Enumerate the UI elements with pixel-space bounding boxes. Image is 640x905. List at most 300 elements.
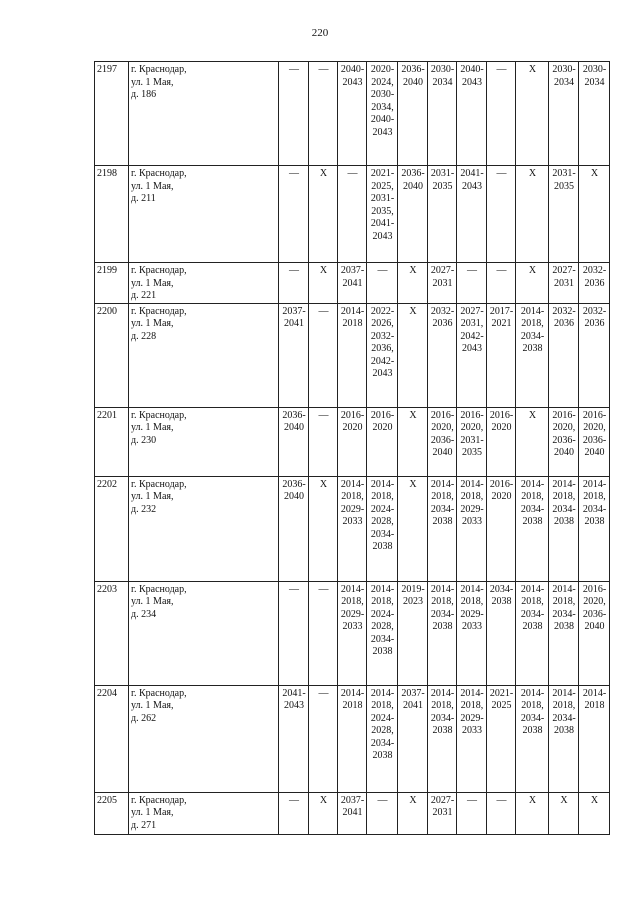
period-cell-11 — [579, 476, 610, 581]
period-line: 2040- — [340, 64, 365, 75]
period-cell-2 — [309, 166, 338, 263]
period-cell-11 — [579, 685, 610, 792]
period-line: 2041 — [284, 318, 304, 329]
period-line: 2025 — [491, 700, 512, 711]
period-line: 2043 — [372, 126, 393, 138]
period-cell-4 — [367, 792, 398, 834]
period-line: 2031- — [370, 193, 395, 204]
period-line: 2014- — [370, 687, 395, 699]
period-line: — — [318, 64, 329, 75]
period-cell-8 — [487, 263, 516, 304]
period-line: 2034- — [489, 583, 514, 595]
page-number: 220 — [311, 27, 329, 39]
period-line: 2014- — [370, 478, 395, 490]
period-line: — — [289, 583, 299, 595]
period-cell-5 — [398, 581, 428, 685]
address-line: г. Краснодар, — [131, 265, 187, 276]
period-cell-7 — [457, 62, 487, 166]
period-line: 2034- — [552, 608, 576, 620]
row-number: 2200 — [95, 303, 129, 407]
address-line: г. Краснодар, — [131, 168, 187, 179]
period-cell-7 — [457, 476, 487, 581]
period-line: 2036- — [401, 64, 425, 75]
period-cell-3 — [338, 407, 367, 476]
address-line: ул. 1 Мая, — [131, 277, 174, 289]
period-cell-3 — [338, 476, 367, 581]
period-line: 2016- — [489, 478, 514, 490]
period-line: — — [377, 794, 388, 806]
period-line: 2038 — [432, 621, 453, 632]
period-line: 2029- — [460, 712, 484, 724]
period-line: 2038 — [491, 596, 512, 607]
row-number: 2197 — [95, 62, 129, 166]
period-cell-9 — [516, 407, 549, 476]
period-line: 2021- — [370, 168, 395, 179]
period-line: 2018, — [341, 491, 364, 502]
table-row — [95, 581, 610, 685]
table-row — [95, 263, 610, 304]
period-line: 2035 — [432, 180, 453, 192]
period-line: 2031, — [460, 318, 484, 329]
address-line: ул. 1 Мая, — [131, 700, 174, 711]
row-number: 2204 — [95, 685, 129, 792]
address-line: г. Краснодар, — [131, 409, 187, 421]
period-cell-11 — [579, 407, 610, 476]
period-cell-2 — [309, 303, 338, 407]
period-cell-7 — [457, 407, 487, 476]
period-line: 2014- — [520, 687, 545, 699]
period-line: 2042- — [460, 330, 484, 342]
period-line: 2043 — [462, 343, 482, 354]
period-line: 2040 — [284, 422, 304, 433]
period-line: 2020 — [372, 422, 393, 433]
period-line: 2034- — [552, 503, 576, 515]
period-line: 2034- — [582, 503, 607, 515]
period-cell-5 — [398, 407, 428, 476]
period-line: X — [319, 794, 328, 806]
period-line: 2035 — [462, 447, 482, 458]
period-cell-5 — [398, 685, 428, 792]
period-line: 2036 — [554, 318, 574, 329]
period-line: 2034 — [554, 76, 574, 88]
period-cell-7 — [457, 792, 487, 834]
period-line: 2040- — [370, 114, 395, 125]
period-line: 2036- — [430, 434, 455, 446]
address-line: д. 232 — [131, 503, 157, 515]
period-line: 2038 — [372, 750, 393, 761]
address-cell — [129, 407, 279, 476]
period-cell-9 — [516, 685, 549, 792]
period-line: X — [319, 168, 328, 179]
address-line: г. Краснодар, — [131, 305, 187, 317]
period-line: 2034- — [520, 608, 545, 620]
period-line: 2031 — [554, 277, 574, 289]
period-line: — — [377, 265, 388, 276]
period-line: 2032- — [582, 305, 607, 317]
period-line: 2042- — [370, 355, 395, 367]
period-line: 2018, — [431, 596, 454, 607]
period-cell-4 — [367, 407, 398, 476]
period-line: 2016- — [370, 409, 395, 421]
period-line: 2031- — [430, 168, 455, 179]
period-line: 2033 — [342, 516, 363, 527]
table-row — [95, 792, 610, 834]
period-cell-4 — [367, 685, 398, 792]
period-cell-10 — [549, 407, 579, 476]
address-cell — [129, 263, 279, 304]
period-line: 2032- — [582, 265, 607, 276]
period-line: 2018, — [521, 596, 544, 607]
address-line: ул. 1 Мая, — [131, 422, 174, 433]
period-cell-5 — [398, 303, 428, 407]
period-line: 2036- — [282, 409, 306, 421]
period-line: 2018, — [552, 700, 576, 711]
period-line: 2016- — [340, 409, 365, 421]
period-cell-9 — [516, 263, 549, 304]
period-cell-9 — [516, 581, 549, 685]
period-cell-2 — [309, 476, 338, 581]
period-line: 2014- — [340, 478, 365, 490]
period-cell-11 — [579, 166, 610, 263]
period-line: 2014- — [340, 305, 365, 317]
period-line: 2041 — [342, 277, 363, 289]
period-line: 2029- — [460, 503, 484, 515]
period-line: 2036, — [371, 343, 394, 354]
period-line: 2037- — [340, 265, 365, 276]
period-line: — — [467, 794, 477, 806]
period-line: 2036 — [584, 277, 605, 289]
period-line: 2036- — [552, 434, 576, 446]
period-line: 2018, — [552, 491, 576, 502]
period-cell-1 — [279, 792, 309, 834]
period-line: 2037- — [401, 687, 425, 699]
period-line: 2034- — [552, 712, 576, 724]
period-line: 2031 — [432, 807, 453, 818]
period-cell-9 — [516, 792, 549, 834]
period-line: 2018, — [460, 596, 484, 607]
address-line: г. Краснодар, — [131, 583, 187, 595]
period-line: 2028, — [371, 621, 394, 632]
period-line: 2030- — [370, 89, 395, 100]
period-cell-8 — [487, 62, 516, 166]
period-line: 2035 — [554, 180, 574, 192]
period-cell-2 — [309, 407, 338, 476]
period-line: 2014- — [430, 583, 455, 595]
period-cell-2 — [309, 62, 338, 166]
period-line: 2043 — [372, 368, 393, 379]
period-line: 2018, — [521, 491, 544, 502]
period-cell-7 — [457, 166, 487, 263]
period-line: 2021 — [491, 318, 512, 329]
period-cell-2 — [309, 685, 338, 792]
period-line: 2027- — [552, 265, 576, 276]
address-line: ул. 1 Мая, — [131, 596, 174, 607]
period-line: 2033 — [462, 725, 482, 736]
period-line: 2035, — [371, 205, 394, 217]
period-line: 2041- — [370, 218, 395, 229]
period-line: 2029- — [340, 503, 365, 515]
period-line: 2040 — [554, 447, 574, 458]
period-line: X — [409, 305, 417, 317]
period-line: — — [318, 409, 329, 421]
period-line: 2038 — [522, 343, 543, 354]
row-number: 2205 — [95, 792, 129, 834]
period-line: 2022- — [370, 305, 395, 317]
period-line: 2040 — [403, 180, 423, 192]
row-number: 2199 — [95, 263, 129, 304]
period-cell-1 — [279, 303, 309, 407]
period-cell-10 — [549, 685, 579, 792]
period-line: 2034- — [430, 712, 455, 724]
period-line: 2018, — [341, 596, 364, 607]
address-line: ул. 1 Мая, — [131, 318, 174, 329]
address-line: д. 230 — [131, 434, 157, 446]
period-cell-2 — [309, 792, 338, 834]
address-line: ул. 1 Мая, — [131, 180, 174, 192]
period-line: 2032- — [552, 305, 576, 317]
address-line: г. Краснодар, — [131, 687, 187, 699]
period-cell-4 — [367, 303, 398, 407]
period-cell-3 — [338, 62, 367, 166]
address-line: д. 234 — [131, 608, 157, 620]
period-line: 2034- — [370, 737, 395, 749]
period-line: 2034, — [371, 101, 394, 113]
period-line: 2031- — [552, 168, 576, 179]
period-line: 2014- — [552, 687, 576, 699]
period-cell-9 — [516, 166, 549, 263]
period-line: — — [496, 794, 507, 806]
period-line: 2041- — [460, 168, 484, 179]
period-line: 2032- — [370, 330, 395, 342]
period-line: 2036 — [432, 318, 453, 329]
address-line: г. Краснодар, — [131, 478, 187, 490]
period-line: X — [528, 265, 537, 276]
period-cell-10 — [549, 792, 579, 834]
period-line: 2020 — [491, 491, 512, 502]
period-line: 2036- — [582, 434, 607, 446]
period-line: 2034- — [520, 503, 545, 515]
address-cell — [129, 62, 279, 166]
period-cell-1 — [279, 166, 309, 263]
period-line: 2014- — [430, 478, 455, 490]
period-line: 2034- — [430, 503, 455, 515]
period-line: 2019- — [401, 583, 425, 595]
period-line: 2030- — [582, 64, 607, 75]
address-line: д. 221 — [131, 290, 157, 301]
period-line: 2038 — [554, 516, 574, 527]
period-cell-2 — [309, 263, 338, 304]
period-cell-3 — [338, 303, 367, 407]
period-line: 2030- — [552, 64, 576, 75]
period-cell-10 — [549, 166, 579, 263]
period-cell-6 — [428, 407, 457, 476]
table-row — [95, 166, 610, 263]
period-line: 2027- — [460, 305, 484, 317]
period-line: 2020, — [552, 422, 576, 433]
address-cell — [129, 476, 279, 581]
period-line: 2016- — [489, 409, 514, 421]
period-line: 2038 — [432, 516, 453, 527]
period-line: 2024- — [370, 712, 395, 724]
period-line: 2040 — [403, 76, 423, 88]
period-line: 2018, — [460, 491, 484, 502]
period-cell-11 — [579, 581, 610, 685]
period-line: 2018, — [552, 596, 576, 607]
period-cell-4 — [367, 263, 398, 304]
address-cell — [129, 166, 279, 263]
address-line: д. 186 — [131, 89, 157, 100]
period-line: 2033 — [462, 516, 482, 527]
period-line: 2024- — [370, 608, 395, 620]
period-cell-10 — [549, 62, 579, 166]
address-line: д. 228 — [131, 330, 157, 342]
period-line: 2016- — [582, 409, 607, 421]
period-line: 2040 — [284, 491, 304, 502]
period-line: 2027- — [430, 265, 455, 276]
period-cell-11 — [579, 263, 610, 304]
period-cell-5 — [398, 476, 428, 581]
period-cell-6 — [428, 581, 457, 685]
period-line: 2037- — [340, 794, 365, 806]
period-cell-10 — [549, 476, 579, 581]
period-cell-6 — [428, 685, 457, 792]
period-line: 2018, — [371, 491, 394, 502]
table-row — [95, 62, 610, 166]
period-cell-9 — [516, 303, 549, 407]
period-cell-3 — [338, 166, 367, 263]
period-cell-4 — [367, 581, 398, 685]
period-line: 2034- — [520, 330, 545, 342]
period-line: 2043 — [462, 180, 482, 192]
table-row — [95, 407, 610, 476]
period-cell-8 — [487, 581, 516, 685]
period-cell-3 — [338, 581, 367, 685]
period-cell-2 — [309, 581, 338, 685]
period-cell-6 — [428, 792, 457, 834]
period-line: 2018, — [371, 700, 394, 711]
period-line: X — [409, 265, 417, 276]
period-line: 2038 — [372, 541, 393, 552]
period-line: X — [528, 409, 537, 421]
period-line: 2014- — [340, 583, 365, 595]
period-line: X — [409, 794, 417, 806]
period-cell-9 — [516, 476, 549, 581]
period-line: 2014- — [460, 583, 484, 595]
period-line: 2038 — [554, 621, 574, 632]
address-line: г. Краснодар, — [131, 794, 187, 806]
period-line: 2014- — [340, 687, 365, 699]
period-line: 2043 — [284, 700, 304, 711]
period-cell-8 — [487, 166, 516, 263]
period-line: X — [560, 794, 568, 806]
period-cell-7 — [457, 263, 487, 304]
period-line: X — [319, 265, 328, 276]
period-line: 2026, — [371, 318, 394, 329]
period-line: 2020, — [431, 422, 454, 433]
period-line: 2014- — [552, 478, 576, 490]
row-number: 2203 — [95, 581, 129, 685]
period-cell-1 — [279, 685, 309, 792]
period-cell-1 — [279, 263, 309, 304]
period-line: 2041 — [342, 807, 363, 818]
period-line: — — [289, 168, 299, 179]
address-line: д. 271 — [131, 819, 157, 831]
period-line: 2018 — [584, 700, 605, 711]
period-line: 2034- — [430, 608, 455, 620]
period-line: — — [496, 265, 507, 276]
period-line: 2034 — [584, 76, 605, 88]
period-line: X — [590, 168, 599, 179]
period-line: — — [318, 583, 329, 595]
period-line: X — [528, 794, 537, 806]
period-line: 2018, — [431, 700, 454, 711]
period-line: 2029- — [460, 608, 484, 620]
period-cell-3 — [338, 792, 367, 834]
period-cell-7 — [457, 303, 487, 407]
period-line: X — [409, 409, 417, 421]
period-cell-8 — [487, 407, 516, 476]
period-line: 2016- — [552, 409, 576, 421]
period-cell-6 — [428, 166, 457, 263]
period-line: 2016- — [460, 409, 484, 421]
period-cell-10 — [549, 263, 579, 304]
period-line: 2020 — [491, 422, 512, 433]
period-cell-8 — [487, 476, 516, 581]
period-line: 2038 — [522, 621, 543, 632]
period-line: 2034 — [432, 76, 453, 88]
period-line: — — [289, 794, 299, 806]
period-line: 2014- — [430, 687, 455, 699]
period-line: 2040 — [432, 447, 453, 458]
period-line: 2038 — [522, 725, 543, 736]
period-line: 2018, — [431, 491, 454, 502]
period-line: 2038 — [372, 646, 393, 657]
table-row — [95, 476, 610, 581]
period-line: 2014- — [552, 583, 576, 595]
period-cell-8 — [487, 685, 516, 792]
period-cell-6 — [428, 476, 457, 581]
period-line: — — [467, 265, 477, 276]
address-cell — [129, 581, 279, 685]
period-line: 2014- — [520, 478, 545, 490]
period-line: 2014- — [582, 687, 607, 699]
period-cell-5 — [398, 166, 428, 263]
period-cell-8 — [487, 792, 516, 834]
period-cell-11 — [579, 62, 610, 166]
period-cell-10 — [549, 303, 579, 407]
period-line: — — [289, 64, 299, 75]
period-line: 2040 — [584, 447, 605, 458]
period-line: 2031- — [460, 434, 484, 446]
period-line: 2038 — [432, 725, 453, 736]
address-line: д. 211 — [131, 193, 156, 204]
row-number: 2201 — [95, 407, 129, 476]
period-cell-7 — [457, 685, 487, 792]
period-line: 2027- — [430, 794, 455, 806]
address-cell — [129, 792, 279, 834]
address-line: ул. 1 Мая, — [131, 807, 174, 818]
period-line: X — [528, 64, 537, 75]
period-cell-8 — [487, 303, 516, 407]
period-line: 2014- — [460, 478, 484, 490]
period-line: 2032- — [430, 305, 455, 317]
period-line: X — [409, 478, 417, 490]
period-line: — — [496, 168, 507, 179]
period-cell-1 — [279, 581, 309, 685]
period-line: 2029- — [340, 608, 365, 620]
address-line: ул. 1 Мая, — [131, 76, 174, 88]
period-line: 2036- — [282, 478, 306, 490]
